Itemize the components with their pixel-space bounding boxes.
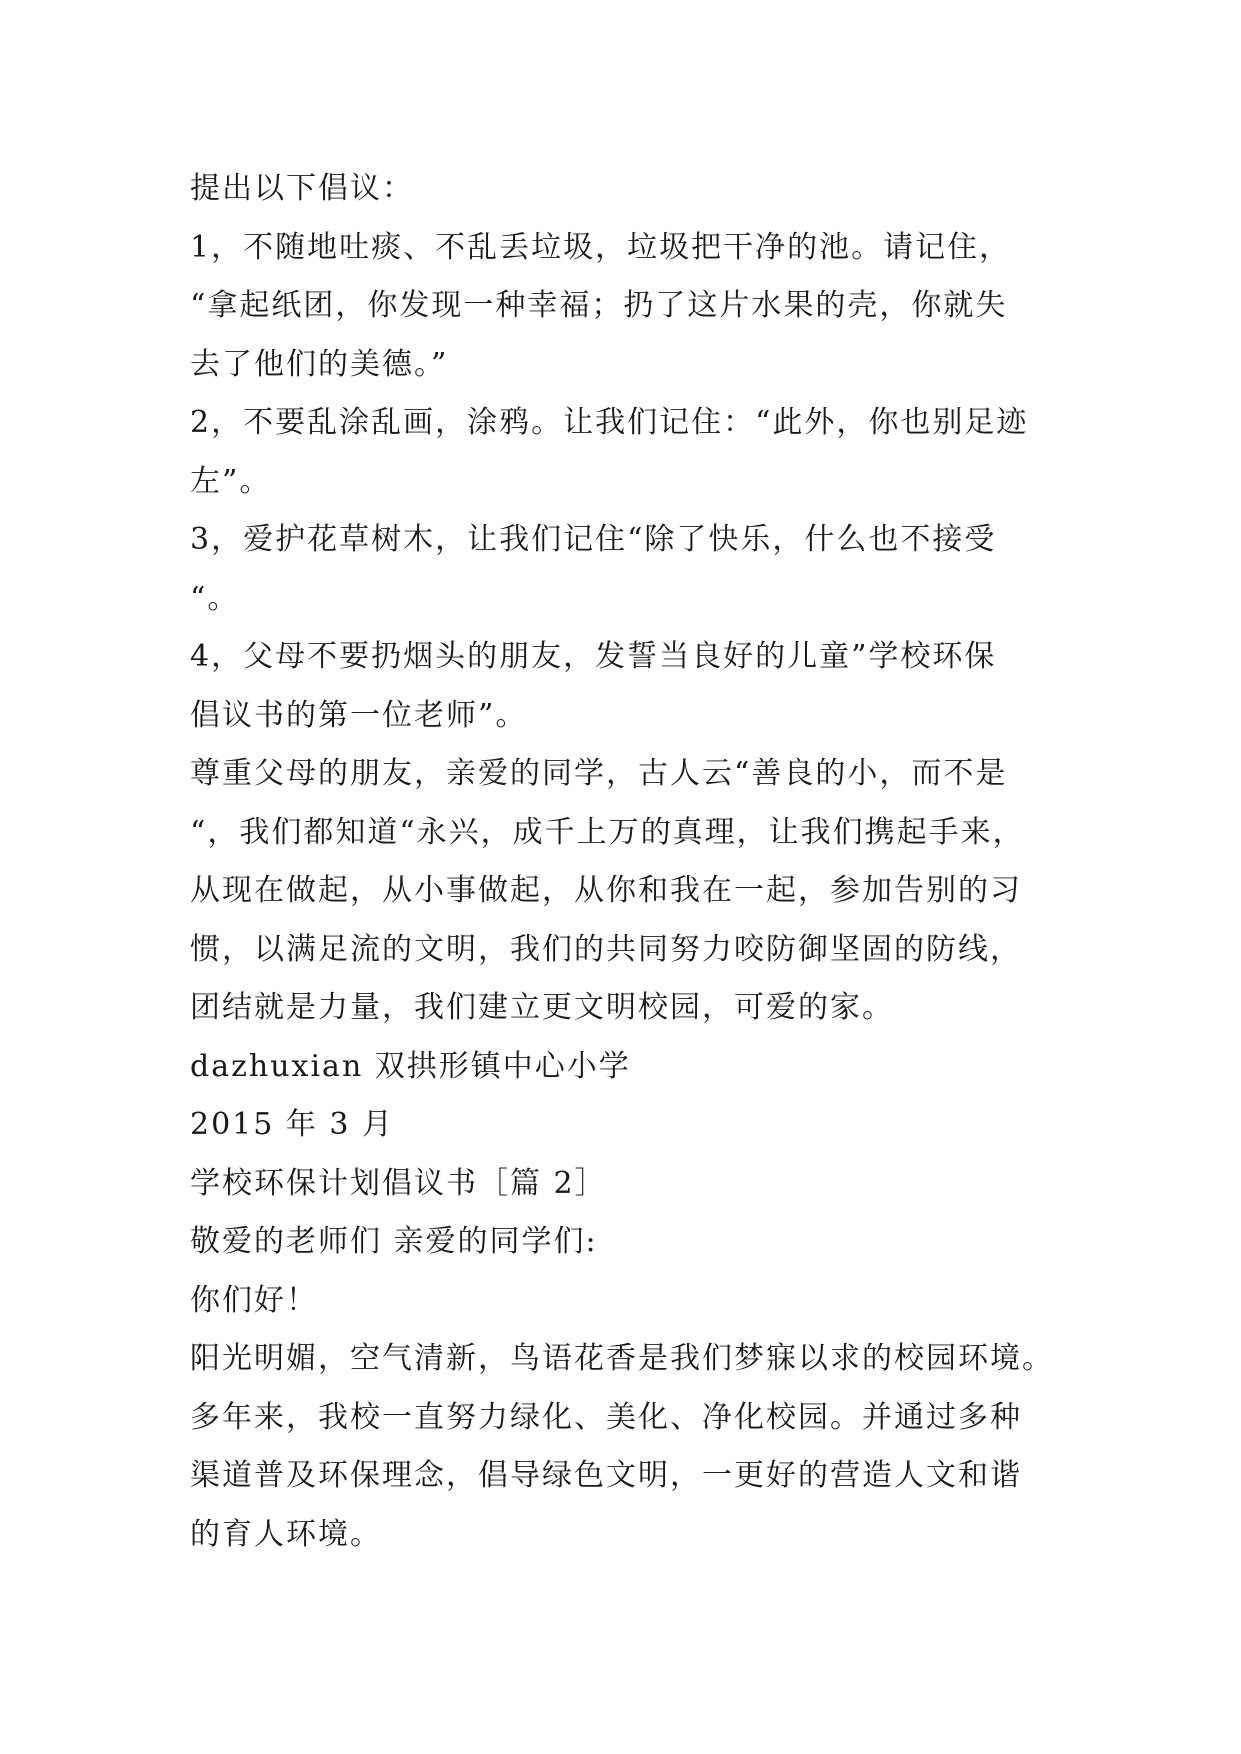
text-line: 4，父母不要扔烟头的朋友，发誓当良好的儿童”学校环保 bbox=[190, 639, 997, 674]
text-line: “拿起纸团，你发现一种幸福；扔了这片水果的壳，你就失 bbox=[190, 288, 1008, 323]
text-line: 去了他们的美德。” bbox=[190, 346, 449, 382]
text-line: 左”。 bbox=[190, 463, 272, 499]
text-line: “。 bbox=[190, 580, 240, 616]
text-line: 3，爱护花草树木，让我们记住“除了快乐，什么也不接受 bbox=[190, 522, 997, 557]
text-line: 的育人环境。 bbox=[190, 1516, 382, 1552]
text-line: 从现在做起，从小事做起，从你和我在一起，参加告别的习 bbox=[190, 873, 1022, 908]
greeting: 你们好！ bbox=[190, 1282, 318, 1318]
text-line: 团结就是力量，我们建立更文明校园，可爱的家。 bbox=[190, 990, 894, 1025]
text-line: 1，不随地吐痰、不乱丢垃圾，垃圾把干净的池。请记住， bbox=[190, 229, 1012, 265]
signature-line: dazhuxian 双拱形镇中心小学 bbox=[190, 1048, 631, 1084]
document-body bbox=[190, 160, 1070, 1564]
text-line: “，我们都知道“永兴，成千上万的真理，让我们携起手来， bbox=[190, 814, 1025, 850]
text-line: 提出以下倡议： bbox=[190, 171, 414, 206]
text-line: 2，不要乱涂乱画，涂鸦。让我们记住：“此外，你也别足迹 bbox=[190, 405, 1029, 440]
date-line: 2015 年 3 月 bbox=[190, 1107, 395, 1142]
text-line: 渠道普及环保理念，倡导绿色文明，一更好的营造人文和谐 bbox=[190, 1458, 1022, 1493]
text-line: 尊重父母的朋友，亲爱的同学，古人云“善良的小，而不是 bbox=[190, 756, 1008, 791]
text-line: 多年来，我校一直努力绿化、美化、净化校园。并通过多种 bbox=[190, 1399, 1022, 1435]
text-line: 倡议书的第一位老师”。 bbox=[190, 697, 528, 733]
section-title: 学校环保计划倡议书［篇 2］ bbox=[190, 1165, 607, 1201]
salutation: 敬爱的老师们 亲爱的同学们: bbox=[190, 1224, 598, 1259]
text-line: 惯，以满足流的文明，我们的共同努力咬防御坚固的防线， bbox=[190, 931, 1022, 967]
text-line: 阳光明媚，空气清新，鸟语花香是我们梦寐以求的校园环境。 bbox=[190, 1341, 1054, 1376]
